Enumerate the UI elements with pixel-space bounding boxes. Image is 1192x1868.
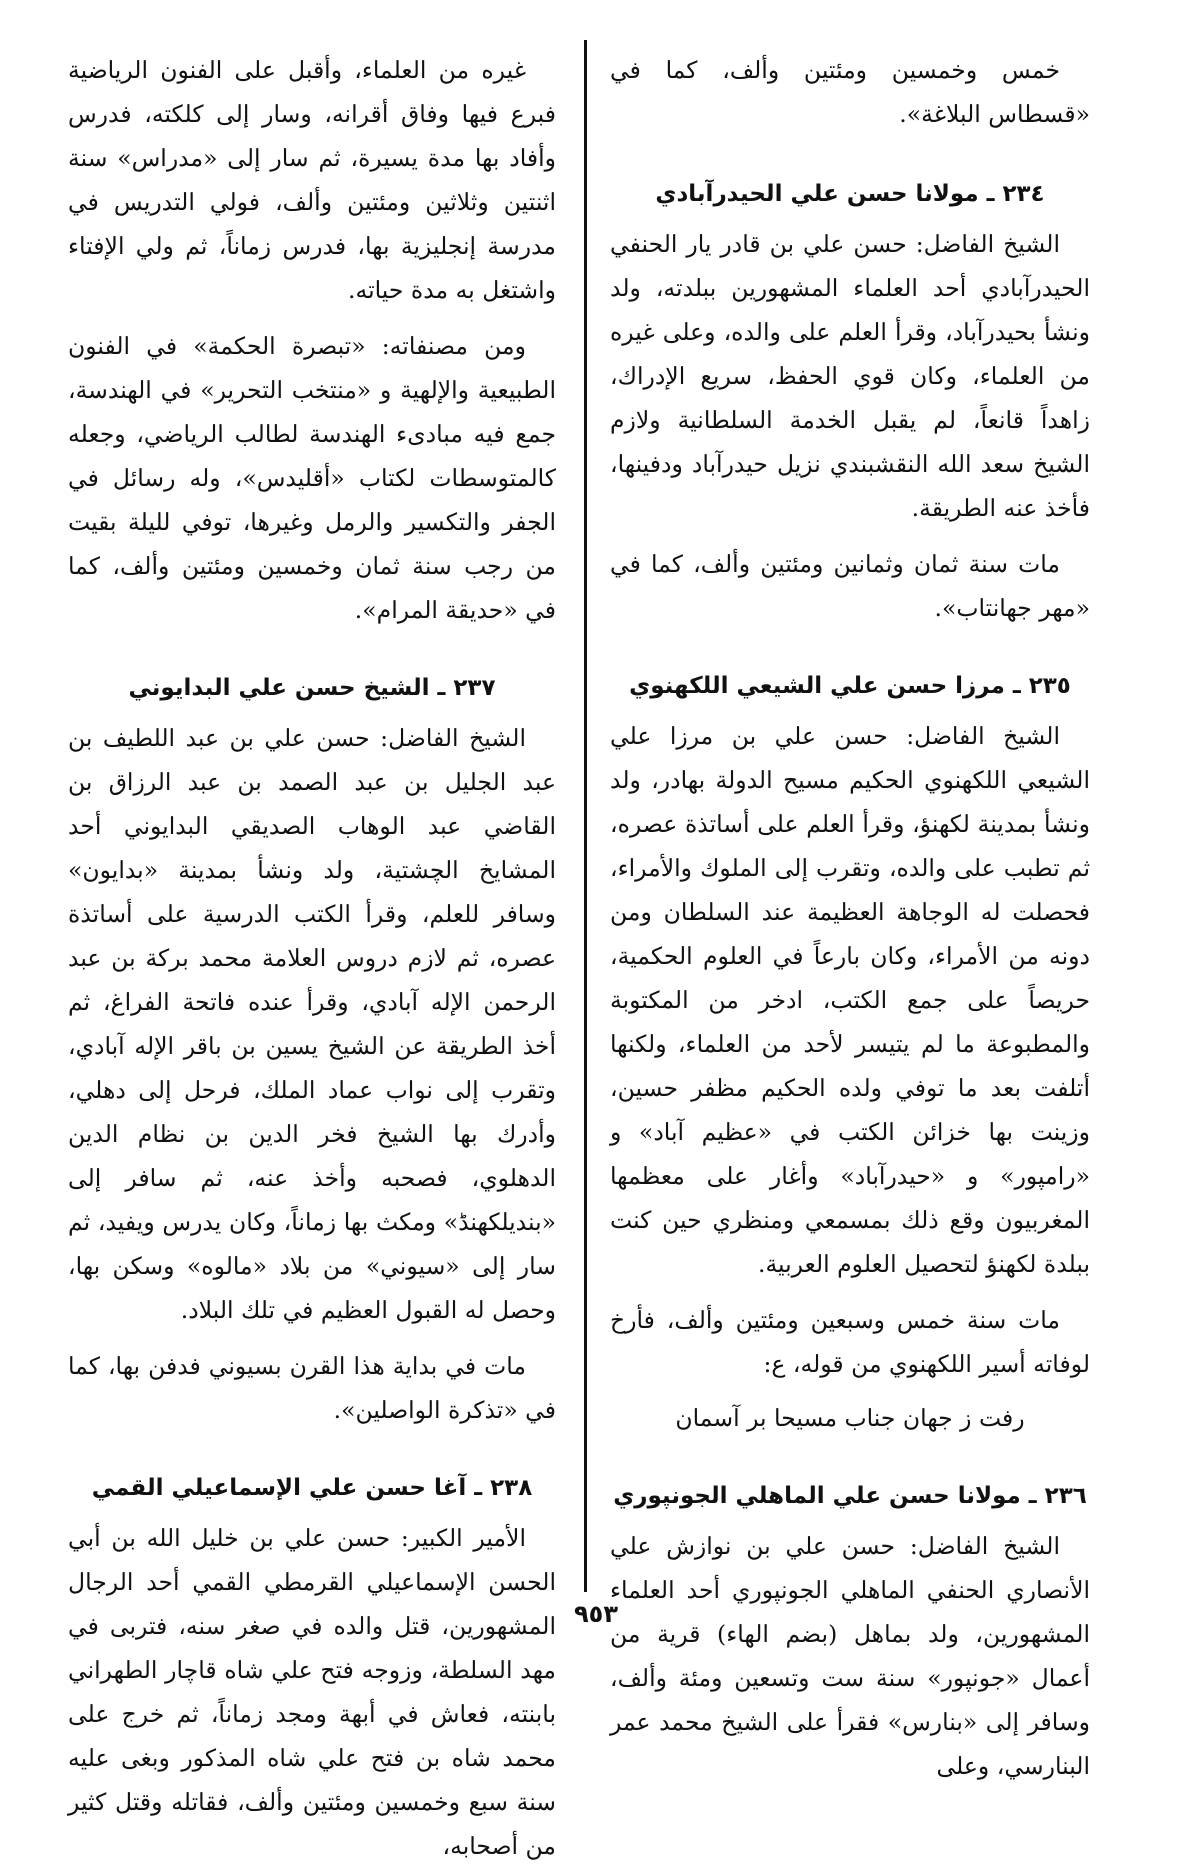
- paragraph-238-bio: الأمير الكبير: حسن علي بن خليل الله بن أبي الحسن الإسماعيلي القرمطي القمي أحد الرجال المشهورين، قتل والده في صغر سنه، فتربى في مهد السلطة، وزوجه فتح علي شاه قاچار الطهراني بابنته، فعاش في أبهة ومجد زماناً، ثم خرج على محمد شاه بن فتح علي شاه المذكور وبغى عليه سنة سبع وخمسين ومئتين وألف، فقاتله وقتل كثير من أصحابه،: [68, 1524, 556, 1860]
- entry-heading-237: ٢٣٧ ـ الشيخ حسن علي البدايوني: [128, 675, 496, 701]
- paragraph-236-works: ومن مصنفاته: «تبصرة الحكمة» في الفنون الطبيعية والإلهية و «منتخب التحرير» في الهندسة، جمع فيه مبادىء الهندسة لطالب الرياضي، وجعله كالمتوسطات لكتاب «أقليدس»، وله رسائل في الجفر والتكسير والرمل وغيرها، توفي لليلة بقيت من رجب سنة ثمان وخمسين ومئتين وألف، كما في «حديقة المرام».: [68, 332, 556, 624]
- column-divider: [584, 40, 587, 1592]
- poetry-verse: رفت ز جهان جناب مسيحا بر آسمان: [675, 1404, 1025, 1432]
- paragraph-237-death: مات في بداية هذا القرن بسيوني فدفن بها، كما في «تذكرة الواصلين».: [68, 1352, 556, 1424]
- paragraph-234-death: مات سنة ثمان وثمانين ومئتين وألف، كما في «مهر جهانتاب».: [610, 550, 1090, 622]
- paragraph-234-bio: الشيخ الفاضل: حسن علي بن قادر يار الحنفي الحيدرآبادي أحد العلماء المشهورين ببلدته، ولد ونشأ بحيدرآباد، وقرأ العلم على والده، وعلى غيره من العلماء، وكان قوي الحفظ، سريع الإدراك، زاهداً قانعاً، لم يقبل الخدمة السلطانية ولازم الشيخ سعد الله النقشبندي نزيل حيدرآباد ودفينها، فأخذ عنه الطريقة.: [610, 230, 1090, 522]
- paragraph-235-bio: الشيخ الفاضل: حسن علي بن مرزا علي الشيعي اللكهنوي الحكيم مسيح الدولة بهادر، ولد ونشأ بمدينة لكهنؤ، وقرأ العلم على أساتذة عصره، ثم تطبب على والده، وتقرب إلى الملوك والأمراء، فحصلت له الوجاهة العظيمة عند السلطان ومن دونه من الأمراء، وكان بارعاً في العلوم الحكمية، حريصاً على جمع الكتب، ادخر من المكتوبة والمطبوعة ما لم يتيسر لأحد من العلماء، ولكنها أتلفت بعد ما توفي ولده الحكيم مظفر حسين، وزينت بها خزائن الكتب في «عظيم آباد» و «رامپور» و «حيدرآباد» وأغار على معظمها المغربيون وقع ذلك بمسمعي ومنظري حين كنت ببلدة لكهنؤ لتحصيل العلوم العربية.: [610, 722, 1090, 1278]
- paragraph-235-death: مات سنة خمس وسبعين ومئتين وألف، فأرخ لوفاته أسير اللكهنوي من قوله، ع:: [610, 1306, 1090, 1378]
- entry-heading-235: ٢٣٥ ـ مرزا حسن علي الشيعي اللكهنوي: [629, 673, 1071, 699]
- paragraph-237-bio: الشيخ الفاضل: حسن علي بن عبد اللطيف بن عبد الجليل بن عبد الصمد بن عبد الرزاق بن القاضي عبد الوهاب الصديقي البدايوني أحد المشايخ الچشتية، ولد ونشأ بمدينة «بدايون» وسافر للعلم، وقرأ الكتب الدرسية على أساتذة عصره، ثم لازم دروس العلامة محمد بركة بن عبد الرحمن الإله آبادي، وقرأ عنده فاتحة الفراغ، ثم أخذ الطريقة عن الشيخ يسين بن باقر الإله آبادي، وتقرب إلى نواب عماد الملك، فرحل إلى دهلي، وأدرك بها الشيخ فخر الدين بن نظام الدين الدهلوي، فصحبه وأخذ عنه، ثم سافر إلى «بنديلكهنڈ» ومكث بها زماناً، وكان يدرس ويفيد، ثم سار إلى «سيوني» من بلاد «مالوه» وسكن بها، وحصل له القبول العظيم في تلك البلاد.: [68, 724, 556, 1324]
- paragraph-236-continued: غيره من العلماء، وأقبل على الفنون الرياضية فبرع فيها وفاق أقرانه، وسار إلى كلكته، فدرس وأفاد بها مدة يسيرة، ثم سار إلى «مدراس» سنة اثنتين وثلاثين ومئتين وألف، فولي التدريس في مدرسة إنجليزية بها، فدرس زماناً، ثم ولي الإفتاء واشتغل به مدة حياته.: [68, 56, 556, 304]
- entry-heading-234: ٢٣٤ ـ مولانا حسن علي الحيدرآبادي: [655, 181, 1045, 207]
- left-column: [68, 48, 556, 1868]
- page-number: ٩٥٣: [574, 1600, 618, 1628]
- right-column: [610, 48, 1090, 1788]
- entry-heading-236: ٢٣٦ ـ مولانا حسن علي الماهلي الجونپوري: [613, 1483, 1087, 1509]
- paragraph-236-bio: الشيخ الفاضل: حسن علي بن نوازش علي الأنصاري الحنفي الماهلي الجونپوري أحد العلماء المشهورين، ولد بماهل (بضم الهاء) قرية من أعمال «جونپور» سنة ست وتسعين ومئة وألف، وسافر إلى «بنارس» فقرأ على الشيخ محمد عمر البنارسي، وعلى: [610, 1532, 1090, 1780]
- entry-heading-238: ٢٣٨ ـ آغا حسن علي الإسماعيلي القمي: [91, 1475, 533, 1501]
- paragraph-intro: خمس وخمسين ومئتين وألف، كما في «قسطاس البلاغة».: [610, 56, 1090, 128]
